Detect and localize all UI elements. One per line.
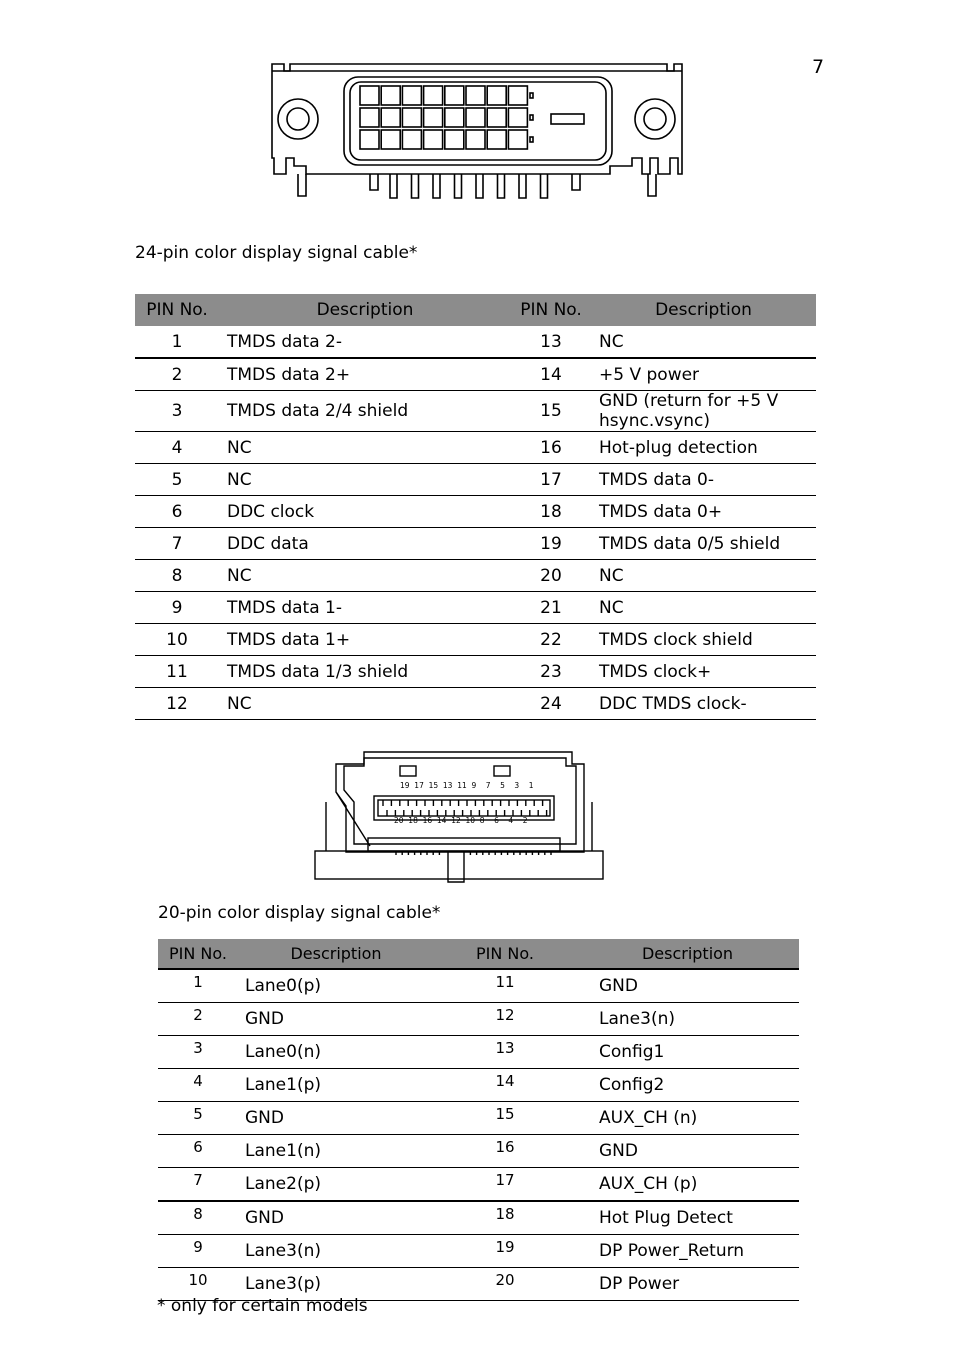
pin-description: DDC TMDS clock- bbox=[591, 688, 816, 720]
pin-number: 24 bbox=[511, 688, 591, 720]
pin-number: 4 bbox=[135, 432, 219, 464]
dvi-pin bbox=[402, 86, 421, 105]
table-header-row bbox=[135, 294, 816, 326]
pin-description: TMDS data 0- bbox=[591, 464, 816, 496]
table-row bbox=[158, 969, 799, 1003]
pin-number: 13 bbox=[511, 326, 591, 358]
pin-description: DP Power bbox=[576, 1268, 799, 1301]
pin-number: 5 bbox=[158, 1102, 238, 1135]
table-row bbox=[158, 1135, 799, 1168]
pin-description: Lane0(p) bbox=[238, 969, 434, 1003]
pin-description: TMDS data 1- bbox=[219, 592, 511, 624]
dvi-pin bbox=[487, 108, 506, 127]
dvi-pin bbox=[487, 86, 506, 105]
pin-number: 16 bbox=[434, 1135, 576, 1168]
table-row bbox=[158, 1069, 799, 1102]
pin-description: GND bbox=[576, 1135, 799, 1168]
pin-number: 9 bbox=[135, 592, 219, 624]
dp-pin-label: 19 bbox=[400, 781, 410, 790]
pin-number: 11 bbox=[135, 656, 219, 688]
header-pin-no: PIN No. bbox=[135, 294, 219, 326]
pin-number: 12 bbox=[434, 1003, 576, 1036]
table-row bbox=[135, 432, 816, 464]
header-pin-no: PIN No. bbox=[511, 294, 591, 326]
dvi-left-screw-hole bbox=[278, 99, 318, 139]
dvi-leg bbox=[541, 174, 548, 198]
pin-number: 14 bbox=[434, 1069, 576, 1102]
dvi-flat-blade bbox=[551, 114, 584, 124]
dvi-pin bbox=[424, 130, 443, 149]
pin-number: 2 bbox=[158, 1003, 238, 1036]
dp-base-plate bbox=[315, 851, 603, 879]
dvi-pin bbox=[466, 130, 485, 149]
displayport-connector-illustration bbox=[312, 742, 608, 890]
dp-pin-label: 15 bbox=[428, 781, 439, 790]
pin-description: GND bbox=[238, 1201, 434, 1235]
pin-number: 17 bbox=[511, 464, 591, 496]
page-number: 7 bbox=[812, 56, 825, 78]
dvi-pin bbox=[360, 86, 379, 105]
footnote: * only for certain models bbox=[157, 1296, 368, 1316]
pin-description: TMDS data 2- bbox=[219, 326, 511, 358]
dvi-pin-marker bbox=[530, 115, 533, 120]
pin-number: 17 bbox=[434, 1168, 576, 1202]
dp-pin-label: 20 bbox=[394, 816, 404, 825]
pin-description: AUX_CH (p) bbox=[576, 1168, 799, 1202]
dvi-pin bbox=[508, 86, 527, 105]
pin-number: 6 bbox=[158, 1135, 238, 1168]
table-row bbox=[135, 592, 816, 624]
pin-description: GND bbox=[576, 969, 799, 1003]
table-row bbox=[135, 326, 816, 358]
pin-number: 23 bbox=[511, 656, 591, 688]
pin-description: TMDS data 0/5 shield bbox=[591, 528, 816, 560]
header-description: Description bbox=[219, 294, 511, 326]
dvi-leg bbox=[412, 174, 419, 198]
pin-number: 18 bbox=[434, 1201, 576, 1235]
pin-number: 13 bbox=[434, 1036, 576, 1069]
pin-number: 2 bbox=[135, 358, 219, 391]
pin-description: DP Power_Return bbox=[576, 1235, 799, 1268]
dvi-pin bbox=[381, 108, 400, 127]
pin-description: Hot-plug detection bbox=[591, 432, 816, 464]
pin-number: 18 bbox=[511, 496, 591, 528]
pin-description: Lane3(n) bbox=[238, 1235, 434, 1268]
dvi-pin bbox=[424, 108, 443, 127]
dvi-pin bbox=[402, 130, 421, 149]
pin-number: 5 bbox=[135, 464, 219, 496]
pin-number: 8 bbox=[135, 560, 219, 592]
dvi-leg bbox=[476, 174, 483, 198]
pin-description: Config1 bbox=[576, 1036, 799, 1069]
dp-pin-label: 3 bbox=[514, 781, 520, 790]
pin-description: Lane1(n) bbox=[238, 1135, 434, 1168]
pin-number: 1 bbox=[158, 969, 238, 1003]
dp-pin-label: 14 bbox=[436, 816, 447, 825]
pin-description: TMDS data 1/3 shield bbox=[219, 656, 511, 688]
dvi-leg bbox=[455, 174, 462, 198]
dvi-leg bbox=[519, 174, 526, 198]
pin-description: TMDS data 2/4 shield bbox=[219, 391, 511, 432]
dvi-pin bbox=[402, 108, 421, 127]
pin-description: TMDS clock+ bbox=[591, 656, 816, 688]
pin-description: GND bbox=[238, 1102, 434, 1135]
dvi-pin bbox=[360, 108, 379, 127]
dvi-pin bbox=[508, 130, 527, 149]
dvi-pin-table bbox=[135, 294, 816, 720]
pin-number: 10 bbox=[158, 1268, 238, 1301]
table-row bbox=[135, 624, 816, 656]
pin-description: DDC data bbox=[219, 528, 511, 560]
table-row bbox=[135, 560, 816, 592]
pin-number: 10 bbox=[135, 624, 219, 656]
dp-pin-label: 12 bbox=[451, 816, 461, 825]
dp-connector-shell bbox=[336, 752, 584, 852]
pin-number: 21 bbox=[511, 592, 591, 624]
dvi-pin bbox=[381, 86, 400, 105]
dp-pin-label: 16 bbox=[422, 816, 433, 825]
dp-top-pin-labels bbox=[400, 781, 534, 790]
dvi-leg bbox=[433, 174, 440, 198]
pin-number: 15 bbox=[434, 1102, 576, 1135]
dvi-connector-illustration bbox=[266, 58, 688, 204]
pin-description: NC bbox=[591, 592, 816, 624]
dvi-pin bbox=[445, 130, 464, 149]
dvi-solder-legs bbox=[390, 174, 548, 198]
dvi-pin bbox=[466, 86, 485, 105]
table-row bbox=[135, 391, 816, 432]
dvi-pin bbox=[445, 86, 464, 105]
pin-number: 3 bbox=[135, 391, 219, 432]
dp-pin-label: 10 bbox=[465, 816, 476, 825]
dp-pin-label: 7 bbox=[485, 781, 491, 790]
pin-description: Lane0(n) bbox=[238, 1036, 434, 1069]
dp-pin-label: 9 bbox=[471, 781, 477, 790]
header-pin-no: PIN No. bbox=[158, 939, 238, 969]
pin-description: Hot Plug Detect bbox=[576, 1201, 799, 1235]
pin-description: TMDS data 1+ bbox=[219, 624, 511, 656]
pin-description: NC bbox=[219, 560, 511, 592]
dp-pin-label: 5 bbox=[500, 781, 505, 790]
header-pin-no: PIN No. bbox=[434, 939, 576, 969]
table-row bbox=[158, 1003, 799, 1036]
pin-description: TMDS clock shield bbox=[591, 624, 816, 656]
table-row bbox=[135, 528, 816, 560]
pin-number: 6 bbox=[135, 496, 219, 528]
table-row bbox=[135, 496, 816, 528]
displayport-pin-table bbox=[158, 939, 799, 1301]
pin-description: Lane3(n) bbox=[576, 1003, 799, 1036]
dvi-pin bbox=[445, 108, 464, 127]
dp-pin-label: 8 bbox=[479, 816, 485, 825]
table-row bbox=[158, 1235, 799, 1268]
pin-description: TMDS data 2+ bbox=[219, 358, 511, 391]
pin-number: 11 bbox=[434, 969, 576, 1003]
dp-caption: 20-pin color display signal cable* bbox=[158, 903, 441, 923]
pin-description: NC bbox=[219, 464, 511, 496]
pin-number: 1 bbox=[135, 326, 219, 358]
header-description: Description bbox=[576, 939, 799, 969]
pin-number: 14 bbox=[511, 358, 591, 391]
dvi-pin-grid bbox=[360, 86, 533, 149]
pin-description: +5 V power bbox=[591, 358, 816, 391]
pin-number: 7 bbox=[135, 528, 219, 560]
table-row bbox=[158, 1201, 799, 1235]
dvi-pin bbox=[381, 130, 400, 149]
dp-pin-label: 2 bbox=[522, 816, 528, 825]
table-row bbox=[158, 1036, 799, 1069]
pin-number: 19 bbox=[511, 528, 591, 560]
dp-pin-label: 17 bbox=[414, 781, 424, 790]
pin-number: 3 bbox=[158, 1036, 238, 1069]
dvi-pin bbox=[508, 108, 527, 127]
pin-number: 16 bbox=[511, 432, 591, 464]
dp-pin-label: 11 bbox=[457, 781, 467, 790]
pin-description: TMDS data 0+ bbox=[591, 496, 816, 528]
pin-description: AUX_CH (n) bbox=[576, 1102, 799, 1135]
table-row bbox=[135, 358, 816, 391]
pin-number: 12 bbox=[135, 688, 219, 720]
dp-pin-label: 4 bbox=[508, 816, 514, 825]
dvi-pin bbox=[424, 86, 443, 105]
dp-pin-label: 6 bbox=[494, 816, 499, 825]
pin-description: DDC clock bbox=[219, 496, 511, 528]
pin-number: 8 bbox=[158, 1201, 238, 1235]
table-row bbox=[158, 1102, 799, 1135]
pin-number: 7 bbox=[158, 1168, 238, 1202]
pin-number: 9 bbox=[158, 1235, 238, 1268]
pin-description: Config2 bbox=[576, 1069, 799, 1102]
pin-number: 15 bbox=[511, 391, 591, 432]
dvi-right-screw-hole bbox=[635, 99, 675, 139]
table-row bbox=[158, 1168, 799, 1202]
dp-latch bbox=[448, 851, 464, 882]
header-description: Description bbox=[591, 294, 816, 326]
pin-description: NC bbox=[591, 326, 816, 358]
dvi-pin-marker bbox=[530, 93, 533, 98]
pin-description: GND bbox=[238, 1003, 434, 1036]
table-header-row bbox=[158, 939, 799, 969]
pin-description: Lane3(p) bbox=[238, 1268, 434, 1301]
pin-description: NC bbox=[591, 560, 816, 592]
dvi-connector-shell bbox=[272, 64, 682, 174]
table-row bbox=[135, 656, 816, 688]
pin-description: Lane1(p) bbox=[238, 1069, 434, 1102]
dvi-pin bbox=[487, 130, 506, 149]
pin-number: 20 bbox=[511, 560, 591, 592]
dp-pin-label: 1 bbox=[528, 781, 534, 790]
dvi-leg bbox=[498, 174, 505, 198]
pin-number: 22 bbox=[511, 624, 591, 656]
dvi-pin-marker bbox=[530, 137, 533, 142]
pin-number: 20 bbox=[434, 1268, 576, 1301]
dvi-pin bbox=[360, 130, 379, 149]
pin-number: 4 bbox=[158, 1069, 238, 1102]
pin-description: NC bbox=[219, 688, 511, 720]
dvi-caption: 24-pin color display signal cable* bbox=[135, 243, 418, 263]
dvi-pin bbox=[466, 108, 485, 127]
table-row bbox=[135, 464, 816, 496]
pin-number: 19 bbox=[434, 1235, 576, 1268]
pin-description: Lane2(p) bbox=[238, 1168, 434, 1202]
dp-pin-label: 18 bbox=[408, 816, 418, 825]
table-row bbox=[135, 688, 816, 720]
pin-description: GND (return for +5 V hsync.vsync) bbox=[591, 391, 816, 432]
dp-pin-label: 13 bbox=[442, 781, 453, 790]
dvi-leg bbox=[390, 174, 397, 198]
header-description: Description bbox=[238, 939, 434, 969]
pin-description: NC bbox=[219, 432, 511, 464]
